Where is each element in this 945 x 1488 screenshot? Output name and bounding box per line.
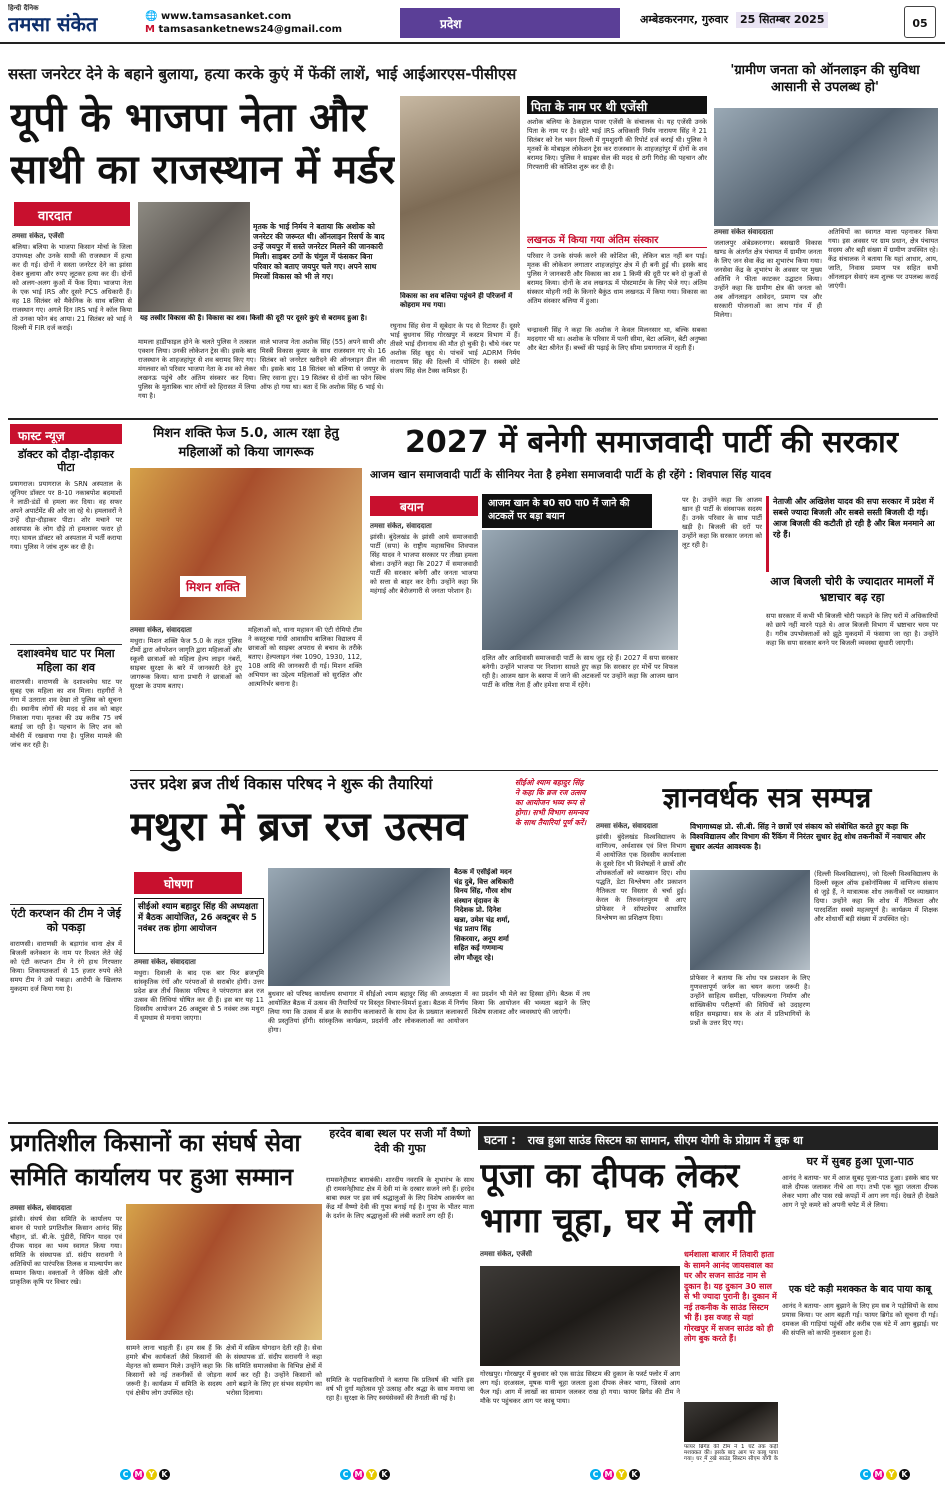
yellow-mark: Y: [616, 1469, 627, 1480]
story6-lede: विभागाध्यक्ष प्रो. सी.बी. सिंह ने छात्रों एवं संकाय को संबोधित करते हुए कहा कि विश्वविद्यालय और विभाग की रैंकिंग में निरंतर सुधार हेतु शोध तकनीकों में नवाचार और सुधार अत्यंत आवश्यक है।: [690, 822, 926, 851]
story9-side-head2: एक घंटे कड़ी मशक्कत के बाद पाया काबू: [788, 1284, 932, 1295]
page-number: 05: [904, 6, 936, 38]
brand-small: हिन्दी दैनिक: [8, 4, 39, 12]
story3-col2: महिलाओं को, थाना महावन की एंटी रोमियो टीम ने कस्तूरबा गांधी आवासीय बालिका विद्यालय में छात्राओं को साइबर अपराध से बचाव के तरीके बताए। हेल्पलाइन नंबर 1090, 1930, 112, 108 आदि की जानकारी दी गई। मिशन शक्ति अभियान का उद्देश्य महिलाओं को सुरक्षित और आत्मनिर्भर बनाना है।: [248, 626, 362, 688]
cmyk-marks-right: [860, 1469, 912, 1480]
story4-tag: बयान: [370, 496, 478, 516]
story9-headline: पूजा का दीपक लेकर भागा चूहा, घर में लगी: [480, 1156, 755, 1241]
story7-photo: [126, 1204, 322, 1340]
story1-col7: चन्द्रावली सिंह ने कहा कि अशोक ने केवल मिलनसार था, बल्कि सबका मददगार भी था। अशोक के परिवार में पत्नी सीमा, बेटा अश्विन, बेटी अनुष्का और बेटा श्रीनेत हैं। बच्चों की पढ़ाई के लिए सीमा प्रयागराज में रहती हैं।: [527, 326, 707, 352]
divider: [8, 418, 938, 420]
story3-banner: मिशन शक्ति: [180, 576, 246, 597]
fast-news-h3: एंटी करप्शन की टीम ने जेई को पकड़ा: [10, 904, 122, 936]
story8-col1: रामसनेहीघाट बाराबंकी। शारदीय नवरात्रि के शुभारंभ के साथ ही रामसनेहीघाट क्षेत्र में देवी मां के दरबार सजने लगे हैं। हरदेव बाबा स्थल पर इस वर्ष श्रद्धालुओं के लिए विशेष आकर्षण का केंद्र माँ वैष्णो देवी की गुफा बनाई गई है। गुफा के भीतर माता के दर्शन के लिए श्रद्धालुओं की लंबी कतारें लग रही हैं।: [326, 1176, 474, 1220]
story1-col6: परिवार ने उनके संपर्क करने की कोशिश की, लेकिन बात नहीं बन पाई। मृतक की लोकेशन लगातार शाहजहांपुर क्षेत्र में ही बनी हुई थी। इसके बाद पुलिस ने जानकारी और विकास का शव 1 किमी की दूरी पर बने दो कुओं से बरामद किया। दोनों के शव लखनऊ में पोस्टमार्टम के लिए भेजे गए। अंतिम संस्कार मोहनी नदी के किनारे बैकुंठ धाम लखनऊ में किया गया। विकास का अंतिम संस्कार बलिया में हुआ।: [527, 252, 707, 305]
yellow-mark: Y: [146, 1469, 157, 1480]
story4-box: आजम खान के ब0 स0 पा0 में जाने की अटकलें पर बड़ा बयान: [482, 494, 652, 528]
cyan-mark: C: [590, 1469, 601, 1480]
fast-news-h1: डॉक्टर को दौड़ा-दौड़ाकर पीटा: [17, 448, 115, 474]
cyan-mark: C: [860, 1469, 871, 1480]
yellow-mark: Y: [886, 1469, 897, 1480]
story9-photo-ash: [684, 1402, 778, 1442]
story5-tag: घोषणा: [134, 872, 242, 894]
story1-sub2: लखनऊ में किया गया अंतिम संस्कार: [527, 232, 707, 248]
story1-col2: मामला हार्डीफाइल होने के चलते पुलिस ने तत्काल एक्शन लिया। उनकी लोकेशन ट्रेस की। इसके बाद राजस्थान के शाहजहांपुर से शव बरामद किए गए। मंगलवार को परिवार भाजपा नेता के शव को लेकर लखनऊ पहुंचे और अंतिम संस्कार कर दिया। पुलिस के मुताबिक चार लोगों को हिरासत में लिया गया है।: [138, 338, 256, 400]
story5-col3: का प्रदर्शन भी मेले का हिस्सा होंगे। बैठक में तय किया कि आयोजन की भव्यता बढ़ाने के लिए विशेष सजावट और व्यवस्थाएं की जाएंगी।: [472, 990, 590, 1016]
masthead: [0, 0, 945, 44]
website-link[interactable]: 🌐 www.tamsasanket.com: [145, 11, 292, 22]
story4-col1: तमसा संकेत, संवाददाता झांसी। बुंदेलखंड के झांसी आये समाजवादी पार्टी (सपा) के राष्ट्रीय महासचिव शिवपाल सिंह यादव ने भाजपा सरकार पर तीखा हमला बोला। उन्होंने कहा कि 2027 में समाजवादी पार्टी की सरकार बनेगी और जनता भाजपा को सत्ता से बाहर कर देगी। उन्होंने कहा कि महंगाई और बेरोजगारी से जनता परेशान है।: [370, 522, 478, 595]
story1-sidebar-head: पिता के नाम पर थी एजेंसी: [527, 96, 707, 114]
story1-col3: वाले भाजपा नेता अशोक सिंह (55) अपने साथी और मिस्त्री विकास कुमार के साथ राजस्थान गए थे। 16 सितंबर को जनरेटर खरीदने की ऑनलाइन डील की थी। इसके बाद 18 सितंबर को बलिया से जयपुर के लिए रवाना हुए। 19 सितंबर से दोनों का फोन स्विच ऑफ हो गया था। बता दें कि अशोक सिंह 6 भाई थे।: [260, 338, 386, 391]
story7-col3: क्षेत्रों में सक्रिय योगदान देती रही है। सेवा के संस्थापक डॉ. संदीप सरावगी ने कहा कि समिति समाजसेवा के विभिन्न क्षेत्रों में कार्य कर रही है। उन्होंने किसानों को आगे बढ़ाने के लिए हर संभव सहयोग का भरोसा दिलाया।: [226, 1344, 322, 1397]
black-mark: K: [899, 1469, 910, 1480]
story9-side-text2: आनंद ने बताया- आग बुझाने के लिए हम सब ने पड़ोसियों के साथ प्रयास किया। पर आग बढ़ती गई। फायर ब्रिगेड को सूचना दी गई। दमकल की गाड़ियां पहुंचीं और करीब एक घंटे में आग बुझाई। घर की संपत्ति को काफी नुकसान हुआ है।: [782, 1302, 938, 1337]
story8-headline: हरदेव बाबा स्थल पर सजी माँ वैष्णो देवी की गुफा: [329, 1127, 471, 1155]
cmyk-marks-center: [340, 1469, 392, 1480]
story9-col2: फायर ब्रिगेड की टीम ने 1 घंटे तक कड़ी मशक्कत की। इसके बाद आग पर काबू पाया गया। घर में रखे साउंड सिस्टम सीएम योगी के: [684, 1444, 778, 1462]
story5-col1: तमसा संकेत, संवाददाता मथुरा। दिवाली के बाद एक बार फिर ब्रजभूमि सांस्कृतिक रंगों और परंपराओं से सराबोर होगी। उत्तर प्रदेश ब्रज तीर्थ विकास परिषद ने परंपरागत ब्रज रज उत्सव की तिथियां घोषित कर दी हैं। इस बार यह 11 दिवसीय आयोजन 26 अक्टूबर से 5 नवंबर तक मथुरा में धूमधाम से मनाया जाएगा।: [134, 958, 264, 1022]
cyan-mark: C: [340, 1469, 351, 1480]
story9-quote: धर्मशाला बाजार में तिवारी हाता के सामने आनंद जायसवाल का घर और सजन साउंड नाम से दुकान है। यह दुकान 30 साल से भी ज्यादा पुरानी है। दुकान में नई तकनीक के साउंड सिस्टम भी हैं। इस वजह से यहां गोरखपुर में सजन साउंड को ही लोग बुक करते हैं।: [684, 1250, 777, 1343]
story4-photo: [482, 530, 678, 650]
story7-col2: सामने लाना चाहती हैं। हम सब हैं कि हमारे बीच कार्यकर्ता जैसे किसानों की मेहनत को सम्मान मिले। उन्होंने कहा कि किसानों को नई तकनीकों से जोड़ना जरूरी है। कार्यक्रम में समिति के सदस्य एवं क्षेत्रीय लोग उपस्थित रहे।: [126, 1344, 222, 1397]
divider: [130, 770, 938, 771]
story9-side-text: आनंद ने बताया- घर में आज सुबह पूजा-पाठ हुआ। इसके बाद घर वाले दीपक जलाकर नीचे आ गए। तभी एक चूहा जलता दीपक लेकर भागा और पास रखे कपड़ों में आग लग गई। देखते ही देखते आग ने पूरे कमरे को अपनी चपेट में ले लिया।: [782, 1174, 938, 1209]
black-mark: K: [379, 1469, 390, 1480]
story5-photo: [268, 868, 450, 986]
story5-photo-caption: बैठक में एसीईओ मदन चंद्र दुबे, वित्त अधिकारी विनय सिंह, गौरव शोध संस्थान वृंदावन के निदेशक प्रो. दिनेश खन्ना, उमेश चंद्र शर्मा, चंद्र प्रताप सिंह सिकरवार, अनूप शर्मा सहित कई गणमान्य लोग मौजूद रहे।: [454, 868, 514, 962]
contact-block: [145, 10, 385, 40]
story4-side-head: आज बिजली चोरी के ज्यादातर मामलों में भ्रष्टाचार बढ़ रहा: [770, 575, 934, 604]
story9-dateline-block: तमसा संकेत, एजेंसी: [480, 1250, 532, 1258]
story4-col3: पर है। उन्होंने कहा कि आजम खान ही पार्टी के संस्थापक सदस्य हैं। उनके परिवार के साथ पार्टी खड़ी है। बिजली की दरों पर उन्होंने कहा कि सरकार जनता को लूट रही है।: [682, 496, 762, 549]
magenta-mark: M: [874, 1470, 883, 1479]
story1-headline: यूपी के भाजपा नेता और साथी का राजस्थान में मर्डर: [10, 95, 395, 193]
story1-col5: अशोक बलिया के ठेकहाल पावर एजेंसी के संचालक थे। यह एजेंसी उनके पिता के नाम पर है। छोटे भाई IRS अधिकारी निर्मय नारायण सिंह ने 21 सितंबर को रेल भवन दिल्ली में गुमशुदगी की रिपोर्ट दर्ज कराई थी। पुलिस ने मृतकों के मोबाइल लोकेशन ट्रेस कर राजस्थान के शाहजहांपुर में दोनों के शव बरामद किए। पुलिस ने साइबर सेल की मदद से ठगी गिरोह की पहचान और गिरफ्तारी की कोशिश शुरू कर दी है।: [527, 118, 707, 171]
story9-photo-fire: [480, 1266, 680, 1366]
cmyk-marks-left: [120, 1469, 172, 1480]
story3-photo: [130, 468, 362, 620]
story6-headline: ज्ञानवर्धक सत्र सम्पन्न: [662, 781, 872, 814]
story5-kicker: उत्तर प्रदेश ब्रज तीर्थ विकास परिषद ने शुरू की तैयारियां: [130, 775, 433, 793]
story1-quote: मृतक के भाई निर्मय ने बताया कि अशोक को जनरेटर की जरूरत थी। ऑनलाइन रिसर्च के बाद उन्हें जयपुर में सस्ते जनरेटर मिलने की जानकारी मिली। साइबर ठगों के चंगुल में फंसकर बिना परिवार को बताए जयपुर चले गए। अपने साथ मिरजों विकास को भी ले गए।: [253, 222, 385, 281]
story8-col2: समिति के पदाधिकारियों ने बताया कि प्रतिवर्ष की भांति इस वर्ष भी दुर्गा महोत्सव पूरे उत्साह और श्रद्धा के साथ मनाया जा रहा है। सुरक्षा के लिए स्वयंसेवकों की तैनाती की गई है।: [326, 1376, 474, 1402]
story2-col2: अतिथियों का स्वागत माला पहनाकर किया गया। इस अवसर पर ग्राम प्रधान, क्षेत्र पंचायत सदस्य और बड़ी संख्या में ग्रामीण उपस्थित रहे। केंद्र संचालक ने बताया कि यहां आधार, आय, जाति, निवास प्रमाण पत्र सहित सभी ऑनलाइन सेवाएं कम शुल्क पर उपलब्ध कराई जाएंगी।: [828, 228, 938, 290]
story9-col1: गोरखपुर। गोरखपुर में बुधवार को एक साउंड सिस्टम की दुकान के फर्स्ट फ्लोर में आग लग गई। दरअसल, मूषक यानी चूहा जलता हुआ दीपक लेकर भागा, जिससे आग फैल गई। आग में लाखों का सामान जलकर राख हो गया। फायर ब्रिगेड की टीम ने मौके पर पहुंचकर आग पर काबू पाया।: [480, 1370, 680, 1405]
story7-col1: तमसा संकेत, संवाददाता झांसी। संघर्ष सेवा समिति के कार्यालय पर बावन से पधारे प्रगतिशील किसान आनंद सिंह चौहान, डॉ. बी.के. पुंडीरी, विपिन यादव एवं दीपक यादव का भव्य स्वागत किया गया। समिति के संस्थापक डॉ. संदीप सरावगी ने अतिथियों का पारंपरिक तिलक व माल्यार्पण कर सम्मान किया। वक्ताओं ने जैविक खेती और प्राकृतिक कृषि पर विचार रखे।: [10, 1204, 122, 1286]
yellow-mark: Y: [366, 1469, 377, 1480]
globe-icon: 🌐: [145, 11, 158, 22]
cyan-mark: C: [120, 1469, 131, 1480]
story5-quote: सीईओ श्याम बहादुर सिंह ने कहा कि ब्रज रज उत्सव का आयोजन भव्य रूप से होगा। सभी विभाग समन्वय के साथ तैयारियां पूर्ण करें।: [515, 778, 588, 827]
story7-headline: प्रगतिशील किसानों का संघर्ष सेवा समिति कार्यालय पर हुआ सम्मान: [10, 1129, 301, 1191]
story6-col2: प्रोफेसर ने बताया कि शोध पत्र प्रकाशन के लिए गुणवत्तापूर्ण जर्नल का चयन करना जरूरी है। उन्होंने साहित्य समीक्षा, परिकल्पना निर्माण और सांख्यिकीय परीक्षणों की विधियों को उदाहरण सहित समझाया। सत्र के अंत में प्रतिभागियों के प्रश्नों के उत्तर दिए गए।: [690, 974, 810, 1027]
story1-col1: तमसा संकेत, एजेंसी बलिया। बलिया के भाजपा किसान मोर्चा के जिला उपाध्यक्ष और उनके साथी की राजस्थान में हत्या कर दी गई। दोनों ने सस्ता जनरेटर देने का झांसा देकर बुलाया और रुपए लूटकर हत्या कर दी। दोनों को अलग-अलग कुओं में फेंक दिया। भाजपा नेता के एक भाई IRS और दूसरे PCS अधिकारी हैं। वह 18 सितंबर को मैकेनिक के साथ बलिया से राजस्थान गए। अगले दिन IRS भाई ने कॉल किया तो उनका फोन बंद आया। 21 सितंबर को भाई ने दिल्ली में FIR दर्ज कराई।: [12, 232, 132, 332]
story5-headline: मथुरा में ब्रज रज उत्सव: [130, 804, 468, 850]
magenta-mark: M: [354, 1470, 363, 1479]
fast-news-t1: प्रयागराज। प्रयागराज के SRN अस्पताल के जूनियर डॉक्टर पर 8-10 नकाबपोश बदमाशों ने लाठी-डंडों से हमला कर दिया। वह सफर अपने अपार्टमेंट की ओर जा रहे थे। हमलावरों ने उन्हें दौड़ा-दौड़ाकर पीटा। शोर मचाने पर आसपास के लोग दौड़े तो हमलावर फरार हो गए। घायल डॉक्टर को अस्पताल में भर्ती कराया गया। पुलिस ने जांच शुरू कर दी है।: [10, 480, 122, 551]
date-badge: 25 सितम्बर 2025: [736, 12, 829, 28]
story1-kicker: सस्ता जनरेटर देने के बहाने बुलाया, हत्या करके कुएं में फेंकीं लाशें, भाई आईआरएस-पीसीएस: [8, 65, 517, 83]
story4-col2: दलित और आदिवासी समाजवादी पार्टी के साथ जुड़ रहे हैं। 2027 में सपा सरकार बनेगी। उन्होंने भाजपा पर निशाना साधते हुए कहा कि सरकार हर मोर्चे पर विफल रही है। आजम खान के बसपा में जाने की अटकलों पर उन्होंने कहा कि आजम खान पार्टी के वरिष्ठ नेता हैं और हमेशा सपा में रहेंगे।: [482, 654, 678, 689]
story1-photo-victim-caption: यह तस्वीर विकास की है। विकास का शव। किसी की दूरी पर दूसरे कुएं से बरामद हुआ है।: [140, 314, 368, 322]
story1-photo-family-caption: विकास का शव बलिया पहुंचने ही परिजनों में कोहराम मच गया।: [400, 292, 513, 309]
story3-col1: तमसा संकेत, संवाददाता मथुरा। मिशन शक्ति फेज 5.0 के तहत पुलिस टीमों द्वारा ऑपरेशन जागृति द्वारा महिलाओं और स्कूली छात्राओं को महिला हेल्प लाइन नंबरों, साइबर सुरक्षा के बारे में जानकारी देते हुए जागरूक किया। थाना प्रभारी ने छात्राओं को सुरक्षा के उपाय बताए।: [130, 626, 242, 690]
mail-icon: M: [145, 24, 155, 35]
fast-news-h2: दशाश्वमेध घाट पर मिला महिला का शव: [10, 644, 122, 674]
story4-side-bullet: नेताजी और अखिलेश यादव की सपा सरकार में प्रदेश में सबसे ज्यादा बिजली और सबसे सस्ती बिजली दी गई। आज बिजली की कटौती हो रही है और बिल मनमाने आ रहे हैं।: [766, 496, 938, 572]
story4-side-text: सपा सरकार में कभी भी बिजली चोरी पकड़ने के लिए घरों में अधिकारियों को छापे नहीं मारने पड़ते थे। आज बिजली विभाग में भ्रष्टाचार चरम पर है। गरीब उपभोक्ताओं को झूठे मुकदमों में फंसाया जा रहा है। उन्होंने कहा कि सपा सरकार बनने पर बिजली व्यवस्था सुधारी जाएगी।: [766, 612, 938, 647]
black-mark: K: [159, 1469, 170, 1480]
section-label: प्रदेश: [400, 8, 620, 38]
magenta-mark: M: [604, 1470, 613, 1479]
fast-news-label: फास्ट न्यूज़: [10, 424, 122, 444]
story2-photo: [714, 108, 938, 226]
story9-strap: घटना : राख हुआ साउंड सिस्टम का सामान, सीएम योगी के प्रोग्राम में बुक था: [478, 1126, 938, 1150]
email-link[interactable]: M tamsasanketnews24@gmail.com: [145, 24, 343, 35]
story4-sub: आजम खान समाजवादी पार्टी के सीनियर नेता है हमेशा समाजवादी पार्टी के ही रहेंगे : शिवपाल सिंह यादव: [370, 469, 772, 481]
story1-photo-family: [400, 96, 520, 290]
story1-tag: वारदात: [14, 202, 130, 226]
story6-photo: [690, 870, 810, 970]
black-mark: K: [629, 1469, 640, 1480]
brand-logo: तमसा संकेत: [8, 12, 98, 36]
story1-col4: रघुनाथ सिंह सेना में सूबेदार के पद से रिटायर हैं। दूसरे भाई बुधनाथ सिंह गोरखपुर में कस्टम विभाग में हैं। तीसरे भाई दीनानाथ की मौत हो चुकी है। चौथे नंबर पर अशोक सिंह खुद थे। पांचवें भाई ADRM निर्मय नारायण सिंह की दिल्ली में पोस्टिंग है। सबसे छोटे संजय सिंह सेल टैक्स कमिश्नर हैं।: [390, 322, 520, 375]
story5-box: सीईओ श्याम बहादुर सिंह की अध्यक्षता में बैठक आयोजित, 26 अक्टूबर से 5 नवंबर तक होगा आयोजन: [134, 898, 264, 954]
place-date: अम्बेडकरनगर, गुरुवार 25 सितम्बर 2025: [640, 12, 900, 36]
story4-headline: 2027 में बनेगी समाजवादी पार्टी की सरकार: [404, 425, 899, 460]
story9-side-head: घर में सुबह हुआ पूजा-पाठ: [806, 1155, 914, 1168]
fast-news-t2: वाराणसी। वाराणसी के दशाश्वमेध घाट पर सुबह एक महिला का शव मिला। राहगीरों ने गंगा में उतराता शव देखा तो पुलिस को सूचना दी। स्थानीय लोगों की मदद से शव को बाहर निकाला गया। मृतका की उम्र करीब 75 वर्ष बताई जा रही है। पहचान के लिए शव को मोर्चरी में रखवाया गया है। पुलिस मामले की जांच कर रही है।: [10, 678, 122, 749]
story3-headline: मिशन शक्ति फेज 5.0, आत्म रक्षा हेतु महिलाओं को किया जागरूक: [153, 426, 339, 460]
story9-label: घटना :: [484, 1133, 516, 1147]
divider: [8, 1122, 938, 1124]
story2-col1: तमसा संकेत संवाददाता जलालपुर अंबेडकरनगर। बसखारी विकास खण्ड के अंतर्गत क्षेत्र पंचायत में ग्रामीण जनता के लिए जन सेवा केंद्र का शुभारंभ किया गया। जनसेवा केंद्र के शुभारंभ के अवसर पर मुख्य अतिथि ने फीता काटकर उद्घाटन किया। उन्होंने कहा कि ग्रामीण क्षेत्र की जनता को अब ऑनलाइन आवेदन, प्रमाण पत्र और सरकारी योजनाओं का लाभ गांव में ही मिलेगा।: [714, 228, 822, 319]
story5-col2: बुधवार को परिषद कार्यालय सभागार में सीईओ श्याम बहादुर सिंह की अध्यक्षता में आयोजित बैठक में उत्सव की तैयारियों पर विस्तृत विचार-विमर्श हुआ। बैठक में निर्णय लिया गया कि उत्सव में ब्रज के स्थानीय कलाकारों के साथ देश के प्रख्यात कलाकारों की प्रस्तुतियां होंगी। सांस्कृतिक कार्यक्रम, प्रदर्शनी और लोककलाओं का आयोजन होगा।: [268, 990, 468, 1034]
cmyk-marks-center2: [590, 1469, 642, 1480]
story6-col3: (दिल्ली विश्वविद्यालय), जो दिल्ली विश्वविद्यालय के दिल्ली स्कूल ऑफ इकोनॉमिक्स में वाणिज्य संकाय से जुड़े हैं, ने मात्रात्मक शोध तकनीकों पर व्याख्यान दिया। उन्होंने कहा कि शोध में नैतिकता और पारदर्शिता सबसे महत्वपूर्ण है। कार्यक्रम में शिक्षक और शोधार्थी बड़ी संख्या में उपस्थित रहे।: [814, 870, 938, 923]
story6-col1: तमसा संकेत, संवाददाता झांसी। बुंदेलखंड विश्वविद्यालय के वाणिज्य, अर्थशास्त्र एवं वित्त विभाग में आयोजित एक दिवसीय कार्यशाला के दूसरे दिन भी विशेषज्ञों ने छात्रों और शोधकर्ताओं को व्याख्यान दिए। शोध पद्धति, डेटा विश्लेषण और प्रकाशन नैतिकता पर विस्तार से चर्चा हुई। केरल के तिरुवनंतपुरम से आए प्रोफेसर ने सॉफ्टवेयर आधारित विश्लेषण का प्रशिक्षण दिया।: [596, 822, 686, 922]
fast-news-t3: वाराणसी। वाराणसी के बड़ागांव थाना क्षेत्र में बिजली कनेक्शन के नाम पर रिश्वत लेते जेई को एंटी करप्शन टीम ने रंगे हाथ गिरफ्तार किया। शिकायतकर्ता से 15 हजार रुपये लेते समय टीम ने उसे पकड़ा। आरोपी के खिलाफ मुकदमा दर्ज किया गया है।: [10, 940, 122, 993]
magenta-mark: M: [134, 1470, 143, 1479]
story2-headline: 'ग्रामीण जनता को ऑनलाइन की सुविधा आसानी से उपलब्ध हो': [730, 63, 920, 95]
story1-photo-victim: [138, 202, 250, 312]
